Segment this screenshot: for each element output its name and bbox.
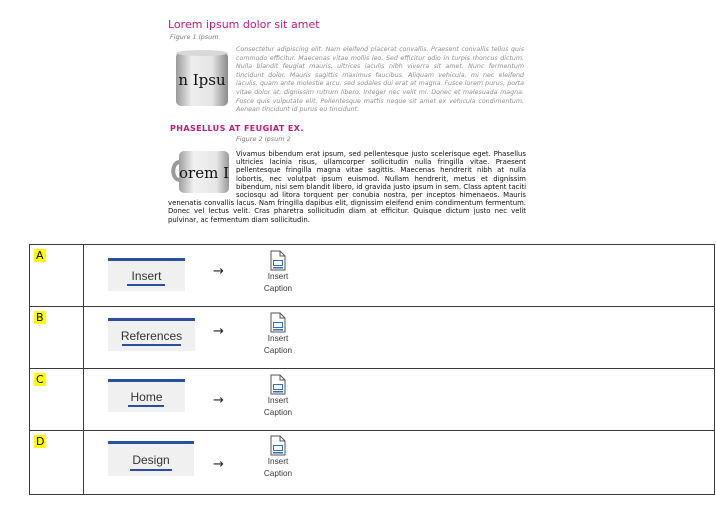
option-row-a: [30, 245, 715, 307]
heading-1: Lorem ipsum dolor sit amet: [168, 18, 320, 31]
ribbon-tab-design[interactable]: [108, 441, 194, 476]
mug-2-text: orem I: [179, 164, 229, 182]
mug-1-text: n Ipsu: [178, 71, 226, 89]
insert-caption-icon: [268, 312, 288, 333]
option-content-a: [84, 245, 715, 307]
right-arrow-icon: →: [213, 393, 224, 408]
insert-caption-icon: [268, 250, 288, 271]
ribbon-tab-label: References: [120, 329, 183, 343]
option-content-d: [84, 431, 715, 495]
button-label-line1: Insert: [267, 272, 289, 281]
button-label-line2: Caption: [263, 346, 293, 355]
ribbon-tab-label: Home: [130, 390, 163, 404]
ribbon-tab-references[interactable]: [108, 318, 195, 351]
heading-2: PHASELLUS AT FEUGIAT EX.: [170, 124, 304, 133]
ribbon-tab-home[interactable]: [108, 379, 185, 412]
option-row-d: [30, 431, 715, 495]
figure-1-caption: Figure 1 Ipsum: [170, 33, 219, 41]
option-letter-b: B: [36, 311, 44, 324]
insert-caption-icon: [268, 374, 288, 395]
option-letter-a: A: [36, 249, 44, 262]
option-letter-c: C: [36, 373, 44, 386]
button-label-line2: Caption: [263, 469, 293, 478]
ribbon-tab-label: Insert: [131, 269, 162, 283]
button-label-line2: Caption: [263, 284, 293, 293]
option-content-b: [84, 307, 715, 369]
insert-caption-button[interactable]: [254, 312, 302, 357]
options-table: [29, 244, 715, 495]
option-row-c: [30, 369, 715, 431]
figure-2-caption: Figure 2 Ipsum 2: [236, 135, 291, 143]
mug-image-1: [172, 48, 232, 110]
button-label-line2: Caption: [263, 408, 293, 417]
insert-caption-button[interactable]: [254, 250, 302, 295]
option-content-c: [84, 369, 715, 431]
paragraph-1: Consectetur adipiscing elit. Nam eleifend placerat convallis. Praesent convallis tellus quis commodo efficitur. Maecenas vitae mollis leo. Sed efficitur odio in turpis rhoncus dictum. Nulla blandit feugiat mauris, ultrices iaculis nibh viverra sit amet. Nunc fermentum tincidunt dolor. Mauris sagittis maximus faucibus. Aliquam vehicula, mi nec eleifend iaculis, quam ante molestie arcu, sed sodales dui erat at magna. Fusce lorem purus, porta vitae dolor at, dignissim rutrum libero. Integer nec velit mi. Donec et malesuada magna. Fusce quis vulputate elit. Pellentesque mattis neque sit amet ex vehicula condimentum. Aenean tincidunt id purus eu tincidunt.: [236, 46, 524, 114]
ribbon-tab-insert[interactable]: [108, 258, 185, 291]
insert-caption-button[interactable]: [254, 435, 302, 480]
button-label-line1: Insert: [267, 334, 289, 343]
option-row-b: [30, 307, 715, 369]
right-arrow-icon: →: [213, 324, 224, 339]
button-label-line1: Insert: [267, 457, 289, 466]
letter-cell: [30, 431, 84, 495]
paragraph-2: Vivamus bibendum erat ipsum, sed pellentesque justo scelerisque eget. Phasellus ultricies lacinia risus, ullamcorper sollicitudin nulla fringilla vitae. Praesent pellentesque fringilla magna vitae sagittis. Maecenas hendrerit nibh at nulla lobortis, nec volutpat ipsum euismod. Nullam hendrerit, metus et dignissim bibendum, nisi sem blandit libero, id gravida justo ipsum in sem. Class aptent taciti sociosqu ad litora torquent per conubia nostra, per inceptos himenaeos. Mauris venenatis convallis lacus. Nam fringilla dapibus elit, dignissim eleifend enim condimentum fermentum. Donec vel lectus velit. Cras pharetra sollicitudin diam at efficitur. Quisque dictum justo nec velit pulvinar, ac fermentum diam sollicitudin.: [168, 150, 526, 224]
insert-caption-icon: [268, 435, 288, 456]
letter-cell: [30, 245, 84, 307]
button-label-line1: Insert: [267, 396, 289, 405]
letter-cell: [30, 307, 84, 369]
ribbon-tab-label: Design: [132, 453, 170, 467]
right-arrow-icon: →: [213, 457, 224, 472]
insert-caption-button[interactable]: [254, 374, 302, 419]
right-arrow-icon: →: [213, 264, 224, 279]
option-letter-d: D: [36, 435, 45, 448]
letter-cell: [30, 369, 84, 431]
